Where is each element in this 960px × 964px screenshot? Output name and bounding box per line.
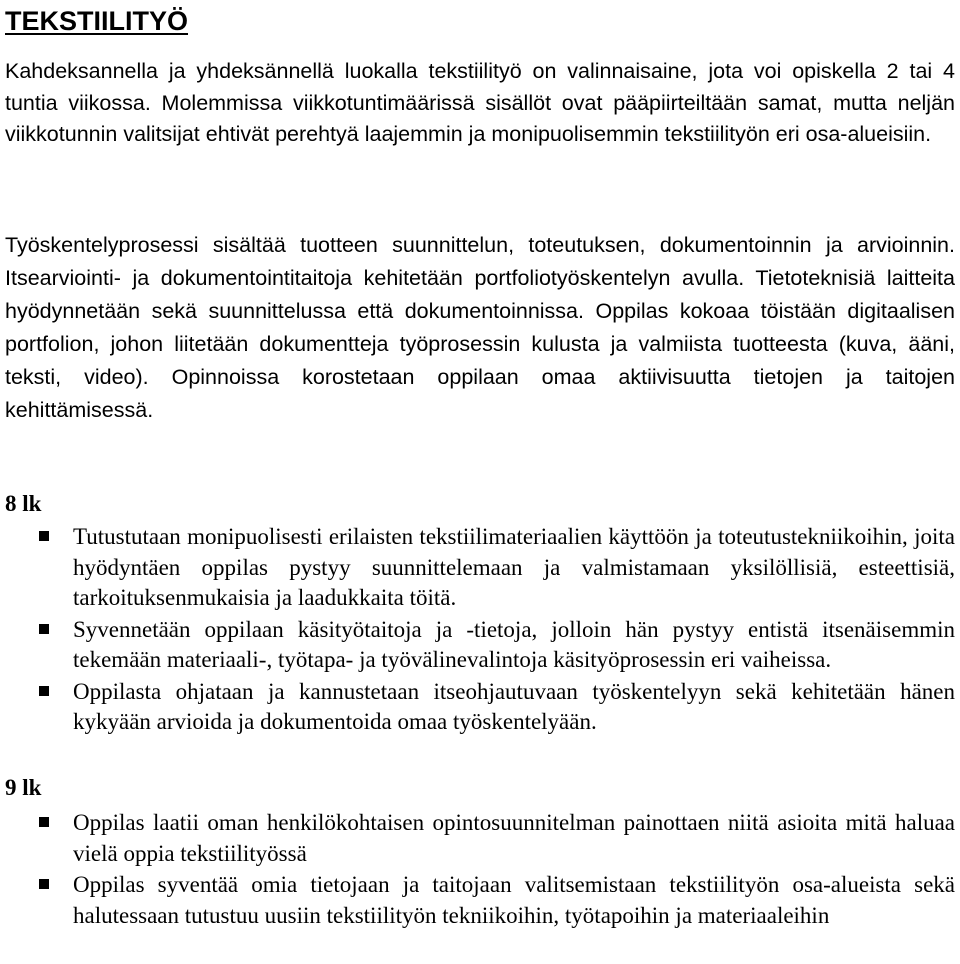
list-item-text: Oppilas syventää omia tietojaan ja taitojaan valitsemistaan tekstiilityön osa-alueista sekä halutessaan tutustuu uusiin tekstiilityön tekniikoihin, työtapoihin ja materiaaleihin	[73, 872, 955, 928]
list-item	[5, 870, 955, 931]
list-item	[5, 808, 955, 869]
intro-paragraph: Työskentelyprosessi sisältää tuotteen suunnittelun, toteutuksen, dokumentoinnin ja arvioinnin. Itsearviointi- ja dokumentointitaitoja kehitetään portfoliotyöskentelyn avulla. Tietoteknisiä laitteita hyödynnetään sekä suunnittelussa että dokumentoinnissa. Oppilas kokoaa töistään digitaalisen portfolion, johon liitetään dokumentteja työprosessin kulusta ja valmiista tuotteesta (kuva, ääni, teksti, video). Opinnoissa korostetaan oppilaan omaa aktiivisuutta tietojen ja taitojen kehittämisessä.	[5, 233, 955, 422]
square-bullet-icon	[39, 817, 49, 827]
list-item-text: Tutustutaan monipuolisesti erilaisten tekstiilimateriaalien käyttöön ja toteutustekniikoihin, joita hyödyntäen oppilas pystyy suunnittelemaan ja valmistamaan yksilöllisiä, esteettisiä, tarkoituksenmukaisia ja laadukkaita töitä.	[73, 524, 955, 610]
list-item	[5, 522, 955, 614]
list-item	[5, 615, 955, 676]
intro-paragraph: Kahdeksannella ja yhdeksännellä luokalla tekstiilityö on valinnaisaine, jota voi opiskella 2 tai 4 tuntia viikossa. Molemmissa viikkotuntimäärissä sisällöt ovat pääpiirteiltään samat, mutta neljän viikkotunnin valitsijat ehtivät perehtyä laajemmin ja monipuolisemmin tekstiilityön eri osa-alueisiin.	[5, 59, 955, 146]
list-item-text: Syvennetään oppilaan käsityötaitoja ja -tietoja, jolloin hän pystyy entistä itsenäisemmin tekemään materiaali-, työtapa- ja työvälinevalintoja käsityöprosessin eri vaiheissa.	[73, 616, 955, 672]
square-bullet-icon	[39, 879, 49, 889]
square-bullet-icon	[39, 624, 49, 634]
grade-9-list	[5, 808, 955, 932]
square-bullet-icon	[39, 686, 49, 696]
list-item	[5, 677, 955, 738]
document-title: TEKSTIILITYÖ	[5, 6, 189, 36]
grade-8-heading: 8 lk	[5, 491, 42, 516]
list-item-text: Oppilas laatii oman henkilökohtaisen opintosuunnitelman painottaen niitä asioita mitä haluaa vielä oppia tekstiilityössä	[73, 810, 955, 866]
list-item-text: Oppilasta ohjataan ja kannustetaan itseohjautuvaan työskentelyyn sekä kehitetään hänen kykyään arvioida ja dokumentoida omaa työskentelyään.	[73, 678, 955, 734]
grade-8-list	[5, 522, 955, 739]
square-bullet-icon	[39, 531, 49, 541]
grade-9-heading: 9 lk	[5, 775, 42, 800]
